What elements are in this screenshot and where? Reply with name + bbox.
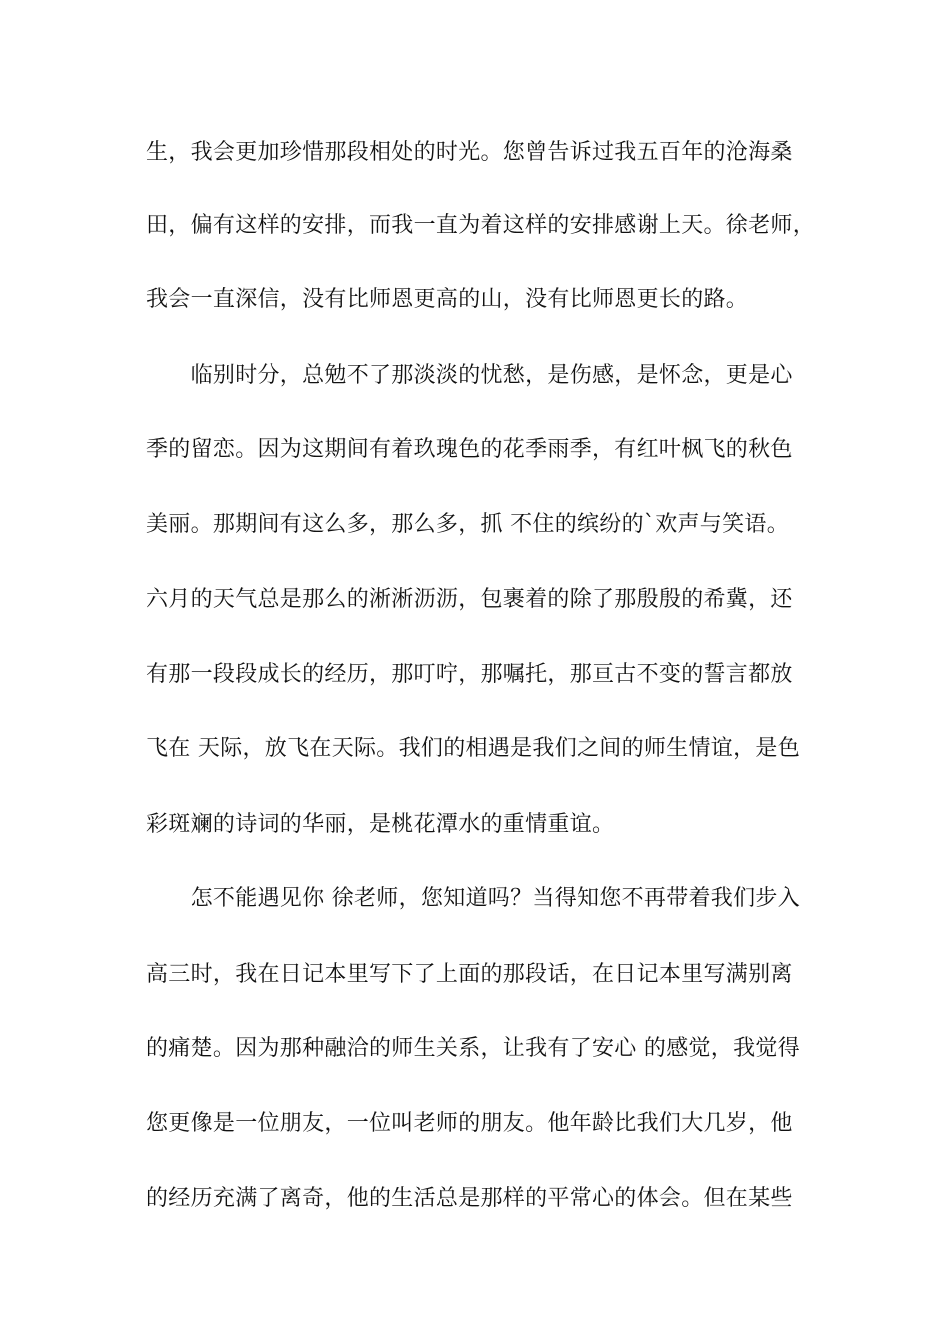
text-line: 临别时分，总勉不了那淡淡的忧愁，是伤感，是怀念，更是心 bbox=[146, 363, 793, 388]
text-line: 美丽。那期间有这么多，那么多，抓 不住的缤纷的`欢声与笑语。 bbox=[146, 512, 789, 537]
text-line: 怎不能遇见你 徐老师，您知道吗？当得知您不再带着我们步入 bbox=[146, 886, 800, 911]
text-line: 生，我会更加珍惜那段相处的时光。您曾告诉过我五百年的沧海桑 bbox=[146, 140, 793, 165]
text-line: 彩斑斓的诗词的华丽，是桃花潭水的重情重谊。 bbox=[146, 812, 615, 837]
text-line: 季的留恋。因为这期间有着玖瑰色的花季雨季，有红叶枫飞的秋色 bbox=[146, 437, 793, 462]
text-line: 高三时，我在日记本里写下了上面的那段话，在日记本里写满别离 bbox=[146, 962, 793, 987]
text-line: 的经历充满了离奇，他的生活总是那样的平常心的体会。但在某些 bbox=[146, 1186, 793, 1211]
text-line: 六月的天气总是那么的淅淅沥沥，包裹着的除了那殷殷的希冀，还 bbox=[146, 587, 793, 612]
text-line: 我会一直深信，没有比师恩更高的山，没有比师恩更长的路。 bbox=[146, 287, 749, 312]
text-line: 飞在 天际，放飞在天际。我们的相遇是我们之间的师生情谊，是色 bbox=[146, 736, 800, 761]
text-line: 您更像是一位朋友，一位叫老师的朋友。他年龄比我们大几岁，他 bbox=[146, 1111, 793, 1136]
text-line: 有那一段段成长的经历，那叮咛，那嘱托，那亘古不变的誓言都放 bbox=[146, 662, 793, 687]
text-line: 的痛楚。因为那种融洽的师生关系，让我有了安心 的感觉，我觉得 bbox=[146, 1036, 800, 1061]
text-line: 田，偏有这样的安排，而我一直为着这样的安排感谢上天。徐老师， bbox=[146, 213, 816, 238]
